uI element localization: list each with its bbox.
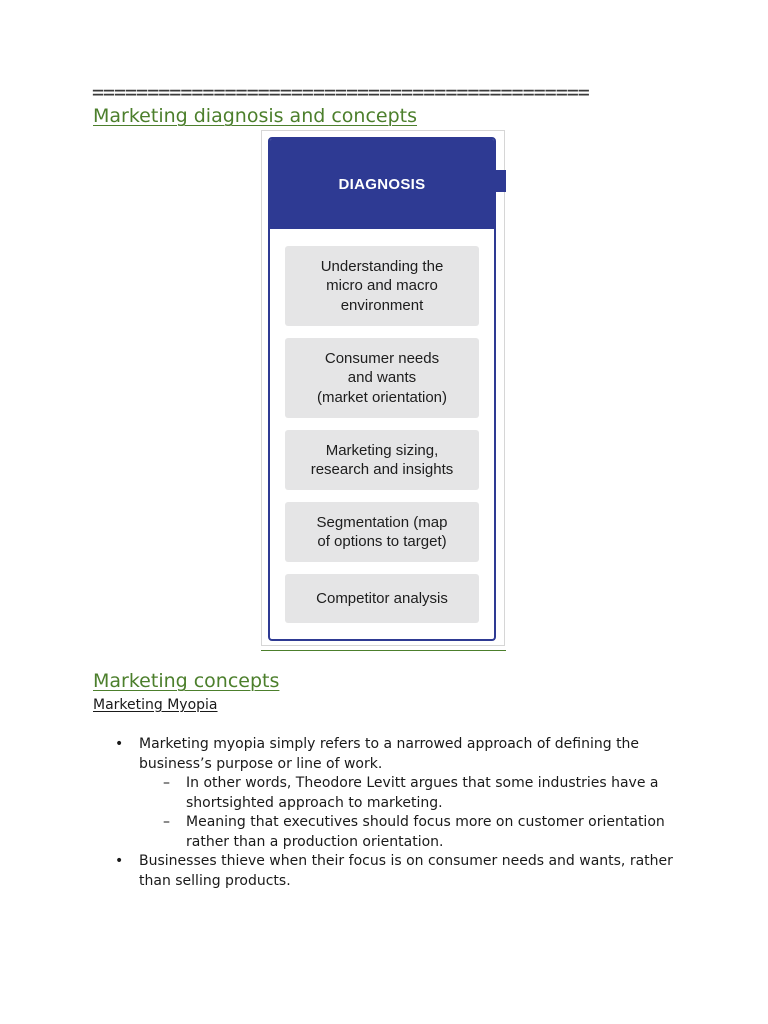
sublist-item — [93, 774, 693, 813]
diagnosis-diagram — [268, 137, 496, 641]
separator-line: ============================================= — [92, 84, 589, 100]
bullet-icon: • — [115, 736, 124, 752]
list-item — [93, 852, 693, 891]
sublist-item — [93, 813, 693, 852]
bullet-list — [93, 735, 693, 891]
sublist-item-text: Meaning that executives should focus more on customer orientation rather than a production orientation. — [186, 814, 665, 850]
diagram-box-competitor-analysis: Competitor analysis — [285, 574, 479, 623]
dash-icon: – — [163, 814, 170, 830]
diagram-box-consumer-needs: Consumer needs and wants (market orientation) — [285, 338, 479, 418]
sublist-container — [93, 774, 693, 852]
section-heading-diagnosis: Marketing diagnosis and concepts — [93, 105, 418, 127]
list-item-text: Businesses thieve when their focus is on consumer needs and wants, rather than selling products. — [139, 853, 673, 889]
diagram-box-segmentation: Segmentation (map of options to target) — [285, 502, 479, 562]
list-item — [93, 735, 693, 774]
list-item-text: Marketing myopia simply refers to a narrowed approach of defining the business’s purpose or line of work. — [139, 736, 640, 772]
section-heading-concepts: Marketing concepts — [93, 670, 280, 692]
diagram-underline — [261, 650, 506, 651]
bullet-icon: • — [115, 853, 124, 869]
sublist-item-text: In other words, Theodore Levitt argues that some industries have a shortsighted approach to marketing. — [186, 775, 659, 811]
subheading-marketing-myopia: Marketing Myopia — [93, 697, 218, 713]
diagram-box-market-sizing: Marketing sizing, research and insights — [285, 430, 479, 490]
diagram-header: DIAGNOSIS — [270, 139, 494, 229]
sublist — [93, 774, 693, 852]
diagram-box-environment: Understanding the micro and macro environment — [285, 246, 479, 326]
dash-icon: – — [163, 775, 170, 791]
